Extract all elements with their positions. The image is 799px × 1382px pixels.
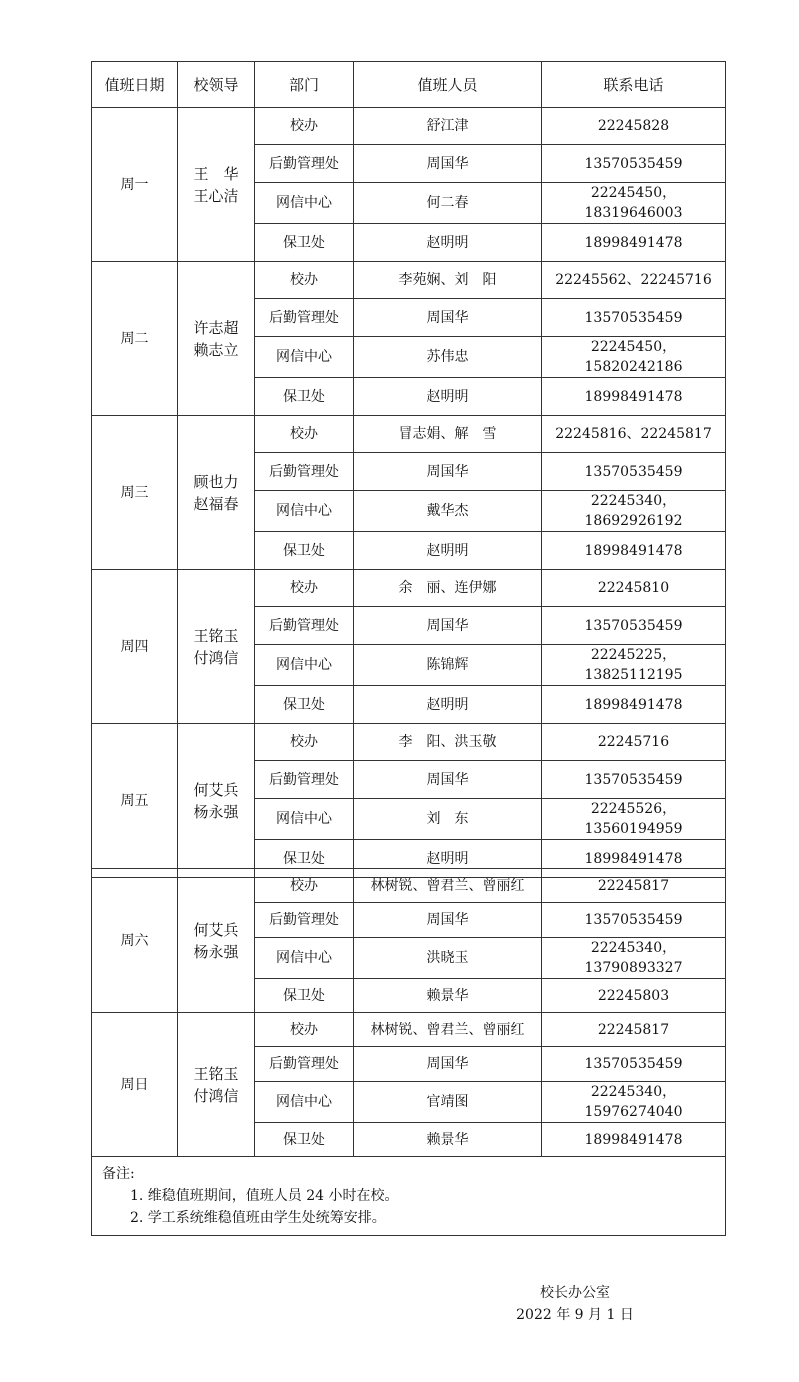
table-row xyxy=(92,724,726,761)
header-duty-date: 值班日期 xyxy=(92,62,178,108)
leader-cell xyxy=(178,262,255,416)
phone-cell: 13570535459 xyxy=(542,299,726,337)
department-cell: 校办 xyxy=(255,108,354,145)
leader-name: 何艾兵 xyxy=(193,780,239,799)
leader-name: 顾也力 xyxy=(193,472,239,491)
staff-cell: 周国华 xyxy=(354,299,542,337)
staff-cell: 赖景华 xyxy=(354,979,542,1013)
department-cell: 网信中心 xyxy=(255,1082,354,1123)
staff-cell: 周国华 xyxy=(354,607,542,645)
notes-title: 备注: xyxy=(102,1166,135,1182)
department-cell: 后勤管理处 xyxy=(255,607,354,645)
department-cell: 保卫处 xyxy=(255,840,354,878)
leader-name: 何艾兵 xyxy=(193,920,239,939)
phone-cell: 18998491478 xyxy=(542,1123,726,1157)
department-cell: 保卫处 xyxy=(255,532,354,570)
leader-name: 王 华 xyxy=(193,164,239,183)
phone-cell: 22245225，13825112195 xyxy=(542,645,726,686)
staff-cell: 刘 东 xyxy=(354,799,542,840)
phone-cell: 13570535459 xyxy=(542,903,726,938)
phone-cell: 13570535459 xyxy=(542,453,726,491)
issue-date: 2022 年 9 月 1 日 xyxy=(516,1307,634,1323)
header-department: 部门 xyxy=(255,62,354,108)
department-cell: 后勤管理处 xyxy=(255,1047,354,1082)
phone-cell: 22245340，15976274040 xyxy=(542,1082,726,1123)
phone-cell: 18998491478 xyxy=(542,224,726,262)
phone-cell: 22245450，18319646003 xyxy=(542,183,726,224)
phone-cell: 22245810 xyxy=(542,570,726,607)
staff-cell: 周国华 xyxy=(354,761,542,799)
day-cell: 周日 xyxy=(92,1013,178,1157)
staff-cell: 林树锐、曾君兰、曾丽红 xyxy=(354,1013,542,1047)
staff-cell: 林树锐、曾君兰、曾丽红 xyxy=(354,869,542,903)
duty-schedule-table-weekend xyxy=(91,868,726,1236)
day-cell: 周二 xyxy=(92,262,178,416)
department-cell: 网信中心 xyxy=(255,938,354,979)
department-cell: 保卫处 xyxy=(255,378,354,416)
department-cell: 保卫处 xyxy=(255,979,354,1013)
phone-cell: 22245340，13790893327 xyxy=(542,938,726,979)
phone-cell: 22245817 xyxy=(542,1013,726,1047)
department-cell: 后勤管理处 xyxy=(255,145,354,183)
day-cell: 周六 xyxy=(92,869,178,1013)
phone-cell: 22245817 xyxy=(542,869,726,903)
leader-name: 付鸿信 xyxy=(193,1086,239,1105)
staff-cell: 舒江津 xyxy=(354,108,542,145)
staff-cell: 余 丽、连伊娜 xyxy=(354,570,542,607)
department-cell: 网信中心 xyxy=(255,337,354,378)
leader-name: 赖志立 xyxy=(193,340,239,359)
department-cell: 保卫处 xyxy=(255,686,354,724)
department-cell: 网信中心 xyxy=(255,645,354,686)
table-row xyxy=(92,869,726,903)
header-school-leader: 校领导 xyxy=(178,62,255,108)
staff-cell: 周国华 xyxy=(354,453,542,491)
notes-cell xyxy=(92,1157,726,1236)
note-item-2: 2. 学工系统维稳值班由学生处统筹安排。 xyxy=(130,1210,386,1226)
staff-cell: 赵明明 xyxy=(354,224,542,262)
duty-schedule-table-weekdays xyxy=(91,61,726,878)
leader-name: 王心洁 xyxy=(193,186,239,205)
table-row xyxy=(92,1013,726,1047)
department-cell: 网信中心 xyxy=(255,491,354,532)
phone-cell: 22245450，15820242186 xyxy=(542,337,726,378)
phone-cell: 22245816、22245817 xyxy=(542,416,726,453)
leader-cell xyxy=(178,416,255,570)
day-cell: 周四 xyxy=(92,570,178,724)
department-cell: 网信中心 xyxy=(255,799,354,840)
table-row xyxy=(92,262,726,299)
staff-cell: 周国华 xyxy=(354,145,542,183)
department-cell: 校办 xyxy=(255,570,354,607)
phone-cell: 22245562、22245716 xyxy=(542,262,726,299)
note-item-1: 1. 维稳值班期间，值班人员 24 小时在校。 xyxy=(130,1188,399,1204)
table-row xyxy=(92,416,726,453)
table-row xyxy=(92,570,726,607)
leader-name: 杨永强 xyxy=(193,942,239,961)
phone-cell: 22245526，13560194959 xyxy=(542,799,726,840)
phone-cell: 22245340，18692926192 xyxy=(542,491,726,532)
header-contact-phone: 联系电话 xyxy=(542,62,726,108)
leader-cell xyxy=(178,724,255,878)
leader-cell xyxy=(178,570,255,724)
header-duty-staff: 值班人员 xyxy=(354,62,542,108)
leader-cell xyxy=(178,108,255,262)
department-cell: 保卫处 xyxy=(255,224,354,262)
phone-cell: 22245803 xyxy=(542,979,726,1013)
leader-name: 王铭玉 xyxy=(193,626,239,645)
notes-row xyxy=(92,1157,726,1236)
department-cell: 校办 xyxy=(255,724,354,761)
staff-cell: 官靖图 xyxy=(354,1082,542,1123)
department-cell: 网信中心 xyxy=(255,183,354,224)
department-cell: 校办 xyxy=(255,1013,354,1047)
department-cell: 后勤管理处 xyxy=(255,299,354,337)
phone-cell: 13570535459 xyxy=(542,1047,726,1082)
phone-cell: 22245716 xyxy=(542,724,726,761)
staff-cell: 赵明明 xyxy=(354,686,542,724)
staff-cell: 冒志娟、解 雪 xyxy=(354,416,542,453)
staff-cell: 戴华杰 xyxy=(354,491,542,532)
department-cell: 后勤管理处 xyxy=(255,453,354,491)
phone-cell: 22245828 xyxy=(542,108,726,145)
phone-cell: 13570535459 xyxy=(542,607,726,645)
department-cell: 保卫处 xyxy=(255,1123,354,1157)
staff-cell: 陈锦辉 xyxy=(354,645,542,686)
staff-cell: 苏伟忠 xyxy=(354,337,542,378)
department-cell: 校办 xyxy=(255,416,354,453)
leader-name: 赵福春 xyxy=(193,494,239,513)
department-cell: 校办 xyxy=(255,262,354,299)
staff-cell: 何二春 xyxy=(354,183,542,224)
day-cell: 周一 xyxy=(92,108,178,262)
phone-cell: 18998491478 xyxy=(542,840,726,878)
staff-cell: 赖景华 xyxy=(354,1123,542,1157)
staff-cell: 李 阳、洪玉敬 xyxy=(354,724,542,761)
phone-cell: 13570535459 xyxy=(542,145,726,183)
leader-name: 王铭玉 xyxy=(193,1064,239,1083)
leader-name: 杨永强 xyxy=(193,802,239,821)
staff-cell: 赵明明 xyxy=(354,532,542,570)
department-cell: 校办 xyxy=(255,869,354,903)
table-header-row xyxy=(92,62,726,108)
day-cell: 周三 xyxy=(92,416,178,570)
leader-cell xyxy=(178,1013,255,1157)
issuing-office: 校长办公室 xyxy=(540,1285,610,1301)
leader-name: 付鸿信 xyxy=(193,648,239,667)
phone-cell: 18998491478 xyxy=(542,686,726,724)
table-row xyxy=(92,108,726,145)
staff-cell: 洪晓玉 xyxy=(354,938,542,979)
leader-cell xyxy=(178,869,255,1013)
day-cell: 周五 xyxy=(92,724,178,878)
leader-name: 许志超 xyxy=(193,318,239,337)
department-cell: 后勤管理处 xyxy=(255,903,354,938)
staff-cell: 周国华 xyxy=(354,903,542,938)
staff-cell: 李苑娴、刘 阳 xyxy=(354,262,542,299)
phone-cell: 13570535459 xyxy=(542,761,726,799)
phone-cell: 18998491478 xyxy=(542,378,726,416)
phone-cell: 18998491478 xyxy=(542,532,726,570)
staff-cell: 赵明明 xyxy=(354,378,542,416)
staff-cell: 周国华 xyxy=(354,1047,542,1082)
staff-cell: 赵明明 xyxy=(354,840,542,878)
department-cell: 后勤管理处 xyxy=(255,761,354,799)
